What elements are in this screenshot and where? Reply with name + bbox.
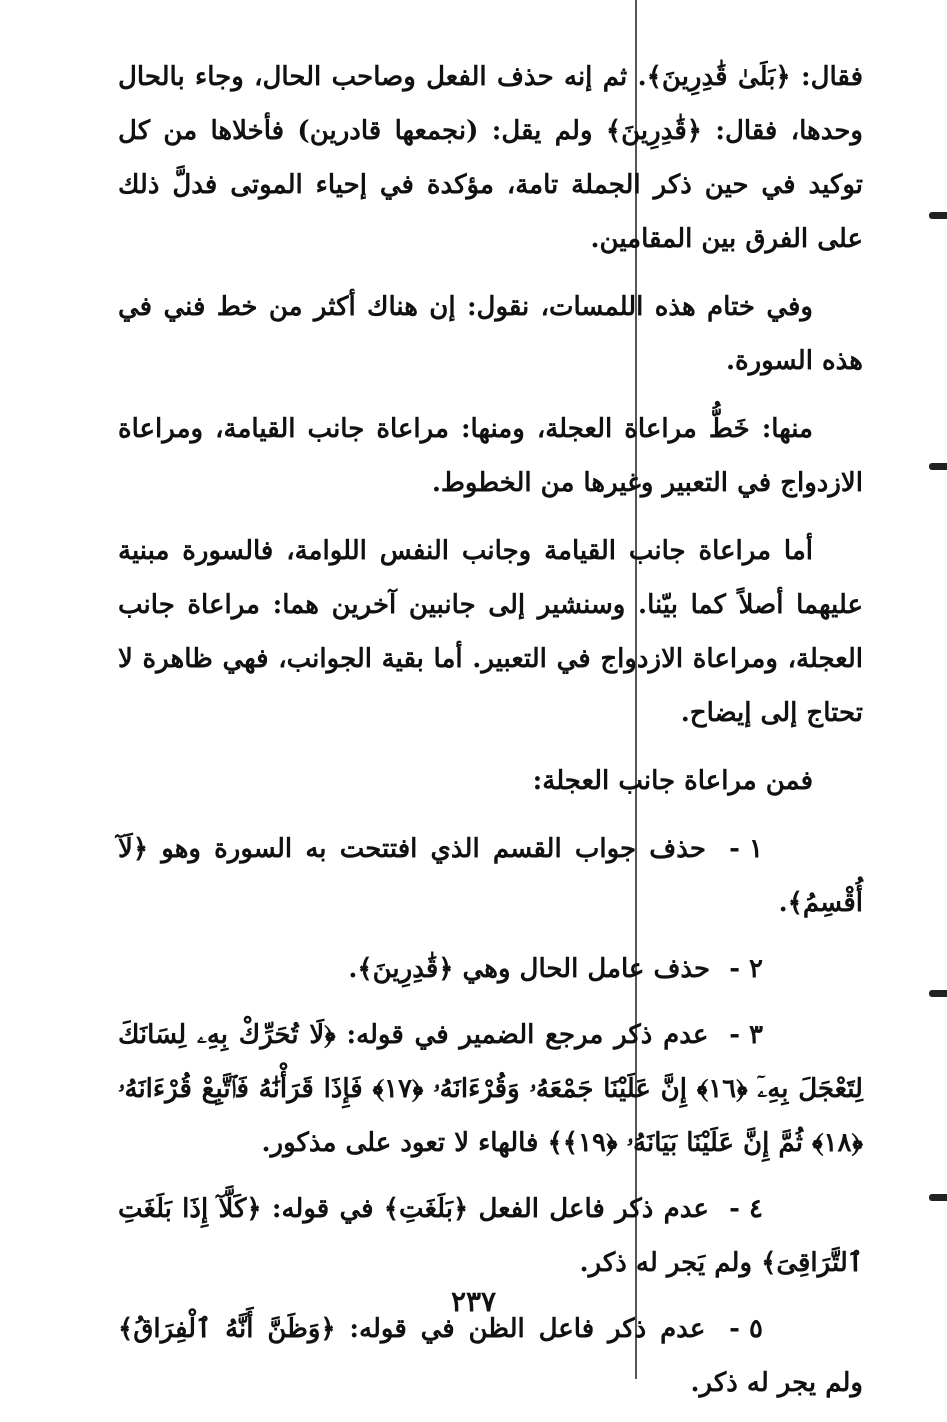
list-item-text: عدم ذكر فاعل الظن في قوله: ﴿وَظَنَّ أَنَّهُ ٱلْفِرَاقُ﴾ ولم يجر له ذكر. xyxy=(118,1314,863,1398)
list-item-2 xyxy=(118,942,863,996)
list-item-1 xyxy=(118,822,863,930)
list-item-text: عدم ذكر مرجع الضمير في قوله: ﴿لَا تُحَرِّكْ بِهِۦ لِسَانَكَ لِتَعْجَلَ بِهِۦٓ ﴿١٦﴾ إِنَّ عَلَيْنَا جَمْعَهُۥ وَقُرْءَانَهُۥ ﴿١٧﴾ فَإِذَا قَرَأْنَٰهُ فَٱتَّبِعْ قُرْءَانَهُۥ ﴿١٨﴾ ثُمَّ إِنَّ عَلَيْنَا بَيَانَهُۥ ﴿١٩﴾﴾ فالهاء لا تعود على مذكور. xyxy=(118,1020,863,1158)
paragraph-1: فقال: ﴿بَلَىٰ قَٰدِرِينَ﴾. ثم إنه حذف الفعل وصاحب الحال، وجاء بالحال وحدها، فقال: ﴿قَٰدِرِينَ﴾ ولم يقل: (نجمعها قادرين) فأخلاها من كل توكيد في حين ذكر الجملة تامة، مؤكدة في إحياء الموتى فدلَّ ذلك على الفرق بين المقامين. xyxy=(118,62,863,254)
edge-mark xyxy=(929,1194,947,1201)
list-item-number: ٥ - xyxy=(729,1314,763,1344)
list-item-4 xyxy=(118,1182,863,1290)
edge-mark xyxy=(929,990,947,997)
paragraph-5: فمن مراعاة جانب العجلة: xyxy=(532,766,813,796)
list-item-number: ٢ - xyxy=(729,954,763,984)
list-item-text: حذف جواب القسم الذي افتتحت به السورة وهو ﴿لَآ أُقْسِمُ﴾. xyxy=(118,834,863,918)
page-number: ٢٣٧ xyxy=(450,1285,497,1318)
list-item-3 xyxy=(118,1008,863,1170)
paragraph-2: وفي ختام هذه اللمسات، نقول: إن هناك أكثر من خط فني في هذه السورة. xyxy=(118,292,863,376)
body-text xyxy=(118,50,863,1422)
paragraph-3: منها: خَطُّ مراعاة العجلة، ومنها: مراعاة جانب القيامة، ومراعاة الازدواج في التعبير وغيرها من الخطوط. xyxy=(118,414,863,498)
list-item-5 xyxy=(118,1302,863,1410)
edge-mark xyxy=(929,463,947,470)
list-item-number: ٣ - xyxy=(729,1020,763,1050)
list-item-number: ٤ - xyxy=(729,1194,763,1224)
list-item-text: عدم ذكر فاعل الفعل ﴿بَلَغَتِ﴾ في قوله: ﴿كَلَّآ إِذَا بَلَغَتِ ٱلتَّرَاقِىَ﴾ ولم يَجر له ذكر. xyxy=(118,1194,863,1278)
list-item-number: ١ - xyxy=(729,834,763,864)
paragraph-4: أما مراعاة جانب القيامة وجانب النفس اللوامة، فالسورة مبنية عليهما أصلاً كما بيّنا. وسنشير إلى جانبين آخرين هما: مراعاة جانب العجلة، ومراعاة الازدواج في التعبير. أما بقية الجوانب، فهي ظاهرة لا تحتاج إلى إيضاح. xyxy=(118,536,863,728)
list-item-text: حذف عامل الحال وهي ﴿قَٰدِرِينَ﴾. xyxy=(348,954,711,984)
edge-mark xyxy=(929,212,947,219)
